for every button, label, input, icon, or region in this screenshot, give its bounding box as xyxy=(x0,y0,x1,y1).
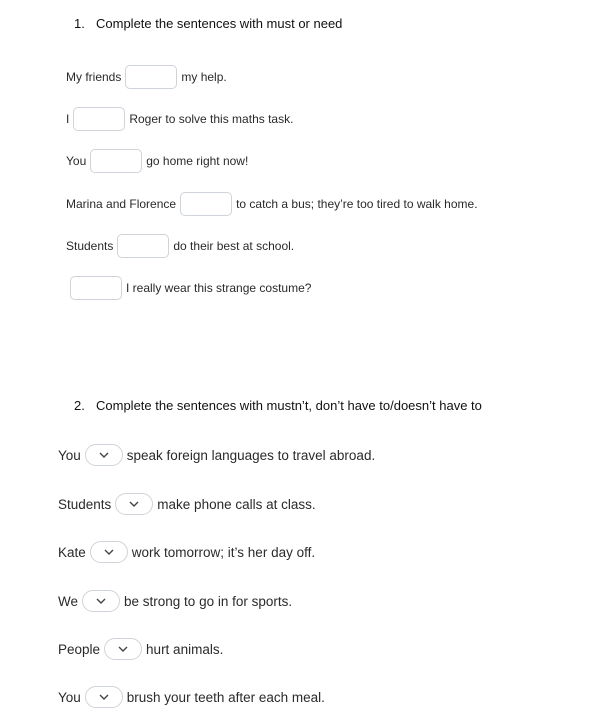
sentence-4 xyxy=(66,192,478,216)
sentence-text-before: You xyxy=(66,154,87,168)
answer-dropdown-2[interactable] xyxy=(115,493,153,515)
sentence-text-after: do their best at school. xyxy=(173,239,295,253)
sentence-8 xyxy=(58,493,316,515)
sentence-10 xyxy=(58,590,292,612)
exercise-2-heading xyxy=(74,398,482,413)
sentence-text-before: You xyxy=(58,689,81,705)
sentence-text-before: People xyxy=(58,641,101,657)
exercise-2-number: 2. xyxy=(74,398,85,413)
sentence-text-after: work tomorrow; it’s her day off. xyxy=(131,544,316,560)
exercise-1-number: 1. xyxy=(74,16,85,31)
answer-input-2[interactable] xyxy=(73,107,125,131)
sentence-text-before: We xyxy=(58,593,79,609)
sentence-text-after: I really wear this strange costume? xyxy=(126,281,312,295)
answer-dropdown-4[interactable] xyxy=(82,590,120,612)
chevron-down-icon xyxy=(104,549,114,555)
answer-input-3[interactable] xyxy=(90,149,142,173)
sentence-text-after: to catch a bus; they’re too tired to walk home. xyxy=(236,197,478,211)
sentence-text-after: go home right now! xyxy=(146,154,249,168)
sentence-3 xyxy=(66,149,248,173)
sentence-text-after: speak foreign languages to travel abroad. xyxy=(126,447,376,463)
sentence-11 xyxy=(58,638,223,660)
sentence-text-after: hurt animals. xyxy=(146,641,224,657)
sentence-text-after: Roger to solve this maths task. xyxy=(129,112,294,126)
sentence-5 xyxy=(66,234,294,258)
chevron-down-icon xyxy=(96,598,106,604)
answer-input-1[interactable] xyxy=(125,65,177,89)
sentence-text-after: make phone calls at class. xyxy=(157,496,316,512)
sentence-text-before: Marina and Florence xyxy=(66,197,177,211)
answer-dropdown-3[interactable] xyxy=(90,541,128,563)
answer-input-4[interactable] xyxy=(180,192,232,216)
sentence-6 xyxy=(66,276,311,300)
sentence-9 xyxy=(58,541,315,563)
answer-dropdown-6[interactable] xyxy=(85,686,123,708)
sentence-7 xyxy=(58,444,375,466)
sentence-text-before: My friends xyxy=(66,70,122,84)
chevron-down-icon xyxy=(99,694,109,700)
sentence-text-before: I xyxy=(66,112,70,126)
sentence-text-before: Kate xyxy=(58,544,86,560)
sentence-text-after: brush your teeth after each meal. xyxy=(126,689,325,705)
sentence-text-before: You xyxy=(58,447,81,463)
answer-dropdown-5[interactable] xyxy=(104,638,142,660)
sentence-1 xyxy=(66,65,227,89)
sentence-2 xyxy=(66,107,293,131)
exercise-1-heading xyxy=(74,16,342,31)
answer-dropdown-1[interactable] xyxy=(85,444,123,466)
exercise-2-title: Complete the sentences with mustn’t, don’t have to/doesn’t have to xyxy=(96,398,482,413)
answer-input-6[interactable] xyxy=(70,276,122,300)
chevron-down-icon xyxy=(118,646,128,652)
chevron-down-icon xyxy=(99,452,109,458)
sentence-text-after: my help. xyxy=(181,70,227,84)
sentence-text-after: be strong to go in for sports. xyxy=(124,593,293,609)
answer-input-5[interactable] xyxy=(117,234,169,258)
sentence-text-before: Students xyxy=(66,239,114,253)
sentence-text-before: Students xyxy=(58,496,112,512)
chevron-down-icon xyxy=(129,501,139,507)
exercise-1-title: Complete the sentences with must or need xyxy=(96,16,343,31)
sentence-12 xyxy=(58,686,325,708)
